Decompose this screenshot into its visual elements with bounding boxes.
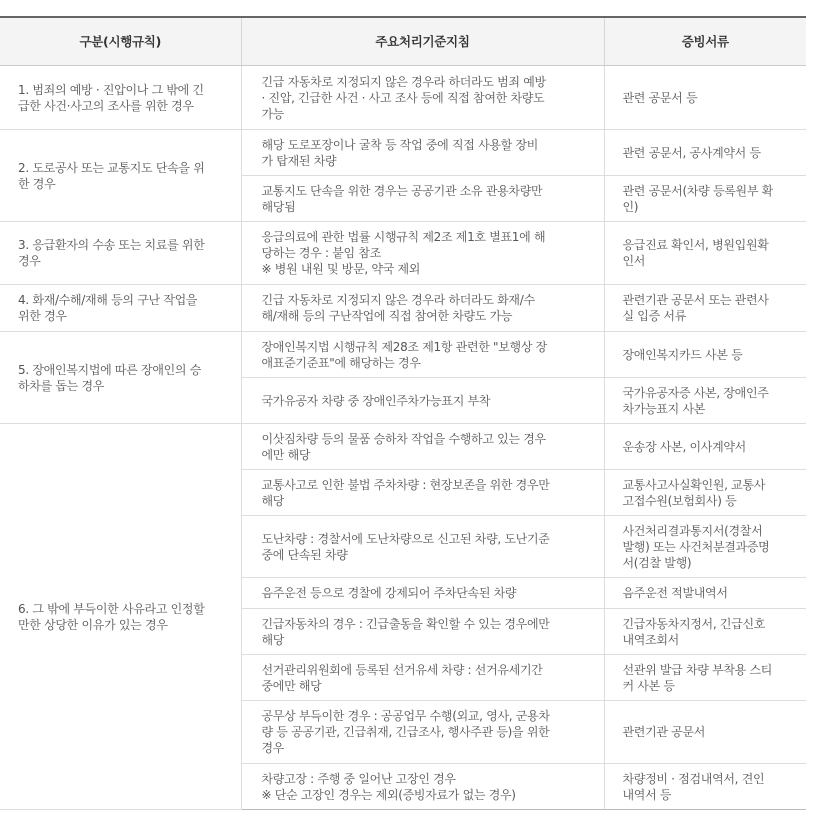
- guideline-cell: [241, 378, 604, 424]
- evidence-cell: [604, 655, 806, 701]
- evidence-cell: [604, 378, 806, 424]
- evidence-text: 차가능표지 사본: [622, 401, 706, 416]
- guideline-text: 응급의료에 관한 법률 시행규칙 제2조 제1호 별표1에 해: [261, 230, 546, 244]
- guideline-text: 가능: [261, 106, 285, 121]
- guideline-cell: [241, 66, 604, 130]
- guideline-text: 애표준기준표"에 해당하는 경우: [261, 355, 421, 370]
- guideline-text: 경우: [261, 741, 285, 755]
- guideline-text: 가 탑재된 차량: [261, 153, 337, 168]
- guideline-text: 이삿짐차량 등의 물품 승하차 작업을 수행하고 있는 경우: [261, 431, 546, 446]
- evidence-text: 내역조회서: [622, 632, 679, 647]
- evidence-text: 고접수원(보험회사) 등: [622, 493, 737, 508]
- evidence-cell: [604, 764, 806, 810]
- category-cell: [0, 285, 241, 332]
- guideline-text: 음주운전 등으로 경찰에 강제되어 주차단속된 차량: [261, 586, 517, 600]
- evidence-cell: [604, 470, 806, 516]
- guideline-text: 량 등 공공기관, 긴급취재, 긴급조사, 행사주관 등)을 위한: [261, 725, 550, 739]
- evidence-text: 선관위 발급 차량 부착용 스티: [622, 662, 773, 677]
- category-text: 하차를 돕는 경우: [18, 378, 105, 393]
- table-row: [0, 424, 806, 470]
- evidence-text: 긴급자동차지정서, 긴급신호: [622, 616, 766, 631]
- evidence-cell: [604, 516, 806, 578]
- evidence-cell: [604, 424, 806, 470]
- guideline-text: · 진압, 긴급한 사건 · 사고 조사 등에 직접 참여한 차량도: [261, 90, 545, 105]
- evidence-cell: [604, 66, 806, 130]
- evidence-text: 실 입증 서류: [622, 309, 686, 323]
- guideline-text: 차량고장 : 주행 중 일어난 고장인 경우: [261, 771, 456, 786]
- evidence-cell: [604, 285, 806, 332]
- guideline-text: 공무상 부득이한 경우 : 공공업무 수행(외교, 영사, 군용차: [261, 709, 550, 723]
- guideline-cell: [241, 285, 604, 332]
- guideline-text: 해당: [261, 632, 285, 647]
- category-text: 3. 응급환자의 수송 또는 치료를 위한: [18, 238, 205, 252]
- guideline-text: 선거관리위원회에 등록된 선거유세 차량 : 선거유세기간: [261, 662, 543, 677]
- guideline-cell: [241, 609, 604, 655]
- evidence-text: 국가유공자증 사본, 장애인주: [622, 385, 769, 400]
- table-row: [0, 285, 806, 332]
- guideline-text: 당하는 경우 : 붙임 참조: [261, 246, 381, 260]
- evidence-cell: [604, 609, 806, 655]
- evidence-cell: [604, 222, 806, 285]
- guideline-text: 장애인복지법 시행규칙 제28조 제1항 관련한 "보행상 장: [261, 339, 547, 354]
- evidence-text: 커 사본 등: [622, 678, 675, 693]
- category-text: 2. 도로공사 또는 교통지도 단속을 위: [18, 160, 205, 175]
- evidence-text: 음주운전 적발내역서: [622, 586, 728, 600]
- evidence-text: 관련 공문서, 공사계약서 등: [622, 145, 761, 160]
- category-cell: [0, 66, 241, 130]
- evidence-text: 발행) 또는 사건처분결과증명: [622, 539, 770, 554]
- category-cell: [0, 424, 241, 810]
- evidence-cell: [604, 578, 806, 609]
- evidence-cell: [604, 176, 806, 222]
- guideline-text: 중에만 해당: [261, 678, 322, 693]
- category-text: 6. 그 밖에 부득이한 사유라고 인정할: [18, 601, 205, 616]
- evidence-text: 인): [622, 199, 639, 214]
- header-category: 구분(시행규칙): [0, 17, 241, 66]
- table-header-row: [0, 17, 806, 66]
- evidence-text: 관련기관 공문서: [622, 725, 706, 739]
- guideline-text: 중에 단속된 차량: [261, 547, 348, 562]
- table-row: [0, 66, 806, 130]
- guideline-cell: [241, 130, 604, 176]
- guideline-text: ※ 단순 고장인 경우는 제외(증빙자료가 없는 경우): [261, 787, 516, 802]
- guideline-cell: [241, 470, 604, 516]
- evidence-text: 관련 공문서(차량 등록원부 확: [622, 183, 773, 198]
- evidence-text: 서(검찰 발행): [622, 555, 692, 570]
- guideline-cell: [241, 176, 604, 222]
- table-row: [0, 130, 806, 176]
- evidence-cell: [604, 130, 806, 176]
- guideline-cell: [241, 655, 604, 701]
- guideline-cell: [241, 222, 604, 285]
- evidence-text: 운송장 사본, 이사계약서: [622, 439, 746, 454]
- guideline-cell: [241, 578, 604, 609]
- evidence-text: 관련 공문서 등: [622, 90, 698, 105]
- category-text: 한 경우: [18, 176, 56, 191]
- table-row: [0, 332, 806, 378]
- evidence-text: 관련기관 공문서 또는 관련사: [622, 293, 769, 307]
- category-text: 1. 범죄의 예방 · 진압이나 그 밖에 긴: [18, 82, 204, 97]
- guideline-cell: [241, 701, 604, 764]
- evidence-text: 차량정비 · 점검내역서, 견인: [622, 771, 765, 786]
- category-cell: [0, 222, 241, 285]
- parking-exception-table: [0, 16, 806, 810]
- guideline-text: 해당: [261, 493, 285, 508]
- category-cell: [0, 130, 241, 222]
- guideline-cell: [241, 332, 604, 378]
- evidence-text: 응급진료 확인서, 병원입원확: [622, 238, 769, 252]
- evidence-cell: [604, 701, 806, 764]
- guideline-text: 교통사고로 인한 불법 주차차량 : 현장보존을 위한 경우만: [261, 477, 550, 492]
- guideline-text: 긴급 자동차로 지정되지 않은 경우라 하더라도 범죄 예방: [261, 74, 546, 89]
- guideline-text: 교통지도 단속을 위한 경우는 공공기관 소유 관용차량만: [261, 183, 543, 198]
- guideline-text: 해당 도로포장이나 굴착 등 작업 중에 직접 사용할 장비: [261, 137, 539, 152]
- evidence-text: 장애인복지카드 사본 등: [622, 347, 743, 362]
- guideline-cell: [241, 424, 604, 470]
- guideline-cell: [241, 516, 604, 578]
- table-row: [0, 222, 806, 285]
- header-evidence: 증빙서류: [604, 17, 806, 66]
- category-text: 경우: [18, 254, 41, 268]
- evidence-text: 사건처리결과통지서(경찰서: [622, 523, 763, 538]
- category-cell: [0, 332, 241, 424]
- category-text: 5. 장애인복지법에 따른 장애인의 승: [18, 362, 201, 377]
- guideline-text: ※ 병원 내원 및 방문, 약국 제외: [261, 262, 421, 276]
- guideline-cell: [241, 764, 604, 810]
- guideline-text: 해/재해 등의 구난작업에 직접 참여한 차량도 가능: [261, 309, 513, 323]
- evidence-text: 교통사고사실확인원, 교통사: [622, 477, 766, 492]
- category-text: 만한 상당한 이유가 있는 경우: [18, 617, 168, 632]
- evidence-cell: [604, 332, 806, 378]
- guideline-text: 긴급 자동차로 지정되지 않은 경우라 하더라도 화재/수: [261, 293, 535, 307]
- guideline-text: 긴급자동차의 경우 : 긴급출동을 확인할 수 있는 경우에만: [261, 616, 550, 631]
- guideline-text: 국가유공자 차량 중 장애인주차가능표지 부착: [261, 393, 491, 408]
- guideline-text: 도난차량 : 경찰서에 도난차량으로 신고된 차량, 도난기준: [261, 531, 550, 546]
- evidence-text: 내역서 등: [622, 787, 672, 802]
- guideline-text: 에만 해당: [261, 447, 311, 462]
- category-text: 4. 화재/수해/재해 등의 구난 작업을: [18, 293, 198, 307]
- category-text: 급한 사건·사고의 조사를 위한 경우: [18, 98, 194, 113]
- evidence-text: 인서: [622, 254, 646, 268]
- category-text: 위한 경우: [18, 309, 67, 323]
- header-guideline: 주요처리기준지침: [241, 17, 604, 66]
- guideline-text: 해당됨: [261, 199, 296, 214]
